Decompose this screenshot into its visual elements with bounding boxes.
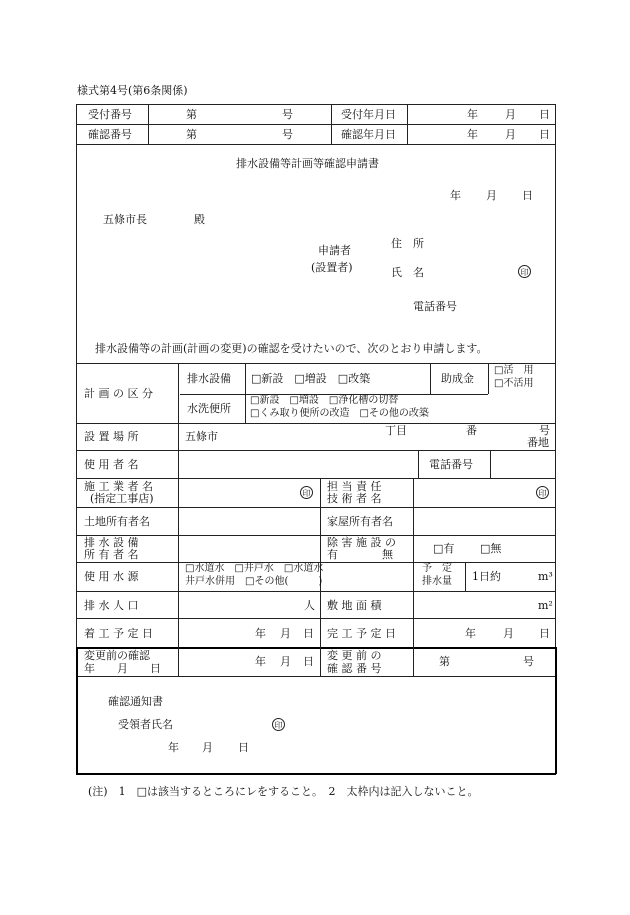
abatement-label-1: 除 害 施 設 の bbox=[327, 536, 396, 549]
month-label: 月 bbox=[503, 627, 514, 640]
designated-contractor-label: (指定工事店) bbox=[90, 492, 154, 505]
per-day-label: 1日約 bbox=[472, 570, 501, 583]
discharge-volume-label: 排水量 bbox=[422, 576, 452, 587]
site-area-label: 敷 地 面 積 bbox=[327, 599, 382, 612]
recipient-name-label: 受領者氏名 bbox=[118, 718, 173, 731]
engineer-label: 技 術 者 名 bbox=[327, 492, 382, 505]
prior-confirm-date-label-1: 変更前の確認 bbox=[84, 649, 150, 662]
form-number: 様式第4号(第6条関係) bbox=[77, 84, 188, 97]
table-border bbox=[76, 507, 555, 508]
confirm-date-label: 確認年月日 bbox=[341, 128, 396, 141]
month-label: 月 bbox=[486, 189, 497, 202]
table-border bbox=[178, 363, 179, 676]
footnote: (注) 1 □は該当するところにレをすること。 2 太枠内は記入しないこと。 bbox=[88, 785, 479, 798]
month-label: 月 bbox=[505, 128, 516, 141]
seal-icon: 印 bbox=[518, 265, 531, 278]
water-source-label: 使 用 水 源 bbox=[84, 570, 139, 583]
table-border bbox=[148, 104, 149, 144]
year-label: 年 bbox=[255, 655, 266, 668]
day-label: 日 bbox=[238, 741, 249, 754]
go-label: 号 bbox=[282, 108, 293, 121]
completion-date-label: 完 工 予 定 日 bbox=[327, 627, 396, 640]
square-meter-unit: m² bbox=[538, 599, 553, 612]
dai-label: 第 bbox=[186, 108, 197, 121]
year-label: 年 bbox=[168, 741, 179, 754]
month-label: 月 bbox=[202, 741, 213, 754]
facility-owner-label-1: 排 水 設 備 bbox=[84, 536, 139, 549]
user-name-label: 使 用 者 名 bbox=[84, 458, 139, 471]
request-statement: 排水設備等の計画(計画の変更)の確認を受けたいので、次のとおり申請します。 bbox=[95, 342, 488, 355]
applicant-label: 申請者 bbox=[318, 244, 351, 257]
month-label: 月 bbox=[505, 108, 516, 121]
yes-checkbox[interactable]: □有 bbox=[433, 542, 455, 555]
table-border bbox=[430, 363, 431, 394]
dai-label: 第 bbox=[186, 128, 197, 141]
month-label: 月 bbox=[280, 655, 291, 668]
table-border bbox=[76, 773, 556, 775]
year-label: 年 bbox=[467, 108, 478, 121]
banchi-label: 番地 bbox=[527, 436, 549, 449]
facility-owner-label-2: 所 有 者 名 bbox=[84, 548, 139, 561]
land-owner-label: 土地所有者名 bbox=[84, 515, 150, 528]
name-label: 氏 名 bbox=[391, 266, 424, 279]
planned-label: 予 定 bbox=[422, 563, 452, 574]
year-label: 年 bbox=[255, 627, 266, 640]
plan-category-label: 計 画 の 区 分 bbox=[84, 387, 153, 400]
table-border bbox=[76, 647, 78, 774]
year-label: 年 bbox=[465, 627, 476, 640]
toilet-options-1[interactable]: □新設 □増設 □浄化槽の切替 bbox=[250, 395, 399, 406]
seal-icon: 印 bbox=[300, 486, 313, 499]
table-border bbox=[76, 478, 555, 479]
subsidy-label: 助成金 bbox=[441, 372, 474, 385]
toilet-options-2[interactable]: □くみ取り便所の改造 □その他の改築 bbox=[250, 408, 429, 419]
dai-label: 第 bbox=[439, 655, 450, 668]
year-label: 年 bbox=[450, 189, 461, 202]
location-label: 設 置 場 所 bbox=[84, 430, 139, 443]
ban-label: 番 bbox=[466, 424, 477, 437]
no-checkbox[interactable]: □無 bbox=[480, 542, 502, 555]
receipt-number-label: 受付番号 bbox=[88, 108, 132, 121]
form-title: 排水設備等計画等確認申請書 bbox=[236, 157, 379, 170]
city-name: 五條市 bbox=[185, 430, 218, 443]
day-label: 日 bbox=[303, 655, 314, 668]
responsible-label: 担 当 責 任 bbox=[327, 480, 382, 493]
water-source-options-1[interactable]: □水道水 □井戸水 □水道水 bbox=[185, 563, 324, 574]
table-border bbox=[76, 423, 555, 424]
table-border bbox=[245, 363, 246, 423]
day-label: 日 bbox=[303, 627, 314, 640]
addressee: 五條市長 bbox=[103, 213, 147, 226]
table-border bbox=[76, 363, 555, 364]
prior-confirm-number-label-1: 変 更 前 の bbox=[327, 649, 382, 662]
address-label: 住 所 bbox=[391, 237, 424, 250]
day-label: 日 bbox=[522, 189, 533, 202]
year-label: 年 bbox=[467, 128, 478, 141]
table-border bbox=[465, 562, 466, 591]
notice-title: 確認通知書 bbox=[108, 695, 163, 708]
table-border bbox=[76, 450, 555, 451]
table-border bbox=[413, 478, 414, 676]
table-border bbox=[76, 591, 555, 592]
drainage-options[interactable]: □新設 □増設 □改築 bbox=[251, 372, 371, 385]
table-border bbox=[76, 618, 555, 619]
contractor-label: 施 工 業 者 名 bbox=[84, 480, 153, 493]
prior-confirm-number-label-2: 確 認 番 号 bbox=[327, 662, 382, 675]
go-label: 号 bbox=[282, 128, 293, 141]
table-border bbox=[488, 363, 489, 394]
day-label: 日 bbox=[539, 627, 550, 640]
month-label: 月 bbox=[280, 627, 291, 640]
receipt-date-label: 受付年月日 bbox=[341, 108, 396, 121]
table-border bbox=[331, 104, 332, 144]
go-label: 号 bbox=[539, 424, 550, 437]
table-border bbox=[490, 450, 491, 478]
table-border bbox=[76, 676, 555, 677]
drainage-population-label: 排 水 人 口 bbox=[84, 599, 139, 612]
chome-label: 丁目 bbox=[385, 424, 407, 437]
seal-icon: 印 bbox=[272, 718, 285, 731]
start-date-label: 着 工 予 定 日 bbox=[84, 627, 153, 640]
phone-number-label: 電話番号 bbox=[429, 458, 473, 471]
use-checkbox[interactable]: □活 用 bbox=[494, 365, 534, 376]
day-label: 日 bbox=[539, 108, 550, 121]
table-border bbox=[407, 104, 408, 144]
water-source-options-2[interactable]: 井戸水併用 □その他( ) bbox=[185, 576, 323, 587]
seal-icon: 印 bbox=[536, 486, 549, 499]
table-border bbox=[76, 535, 555, 536]
dono-label: 殿 bbox=[194, 213, 205, 226]
installer-label: (設置者) bbox=[311, 261, 353, 274]
phone-label: 電話番号 bbox=[413, 300, 457, 313]
prior-confirm-date-label-2: 年 月 日 bbox=[84, 662, 161, 675]
confirm-number-label: 確認番号 bbox=[88, 128, 132, 141]
table-border bbox=[555, 647, 557, 774]
drainage-facility-label: 排水設備 bbox=[187, 372, 231, 385]
go-label: 号 bbox=[523, 655, 534, 668]
nonuse-checkbox[interactable]: □不活用 bbox=[494, 378, 534, 389]
cubic-meter-unit: m³ bbox=[538, 570, 553, 583]
house-owner-label: 家屋所有者名 bbox=[327, 515, 393, 528]
table-border bbox=[418, 450, 419, 478]
person-unit: 人 bbox=[304, 599, 315, 612]
abatement-label-2: 有 無 bbox=[327, 548, 393, 561]
day-label: 日 bbox=[539, 128, 550, 141]
flush-toilet-label: 水洗便所 bbox=[187, 402, 231, 415]
table-border bbox=[76, 144, 555, 145]
